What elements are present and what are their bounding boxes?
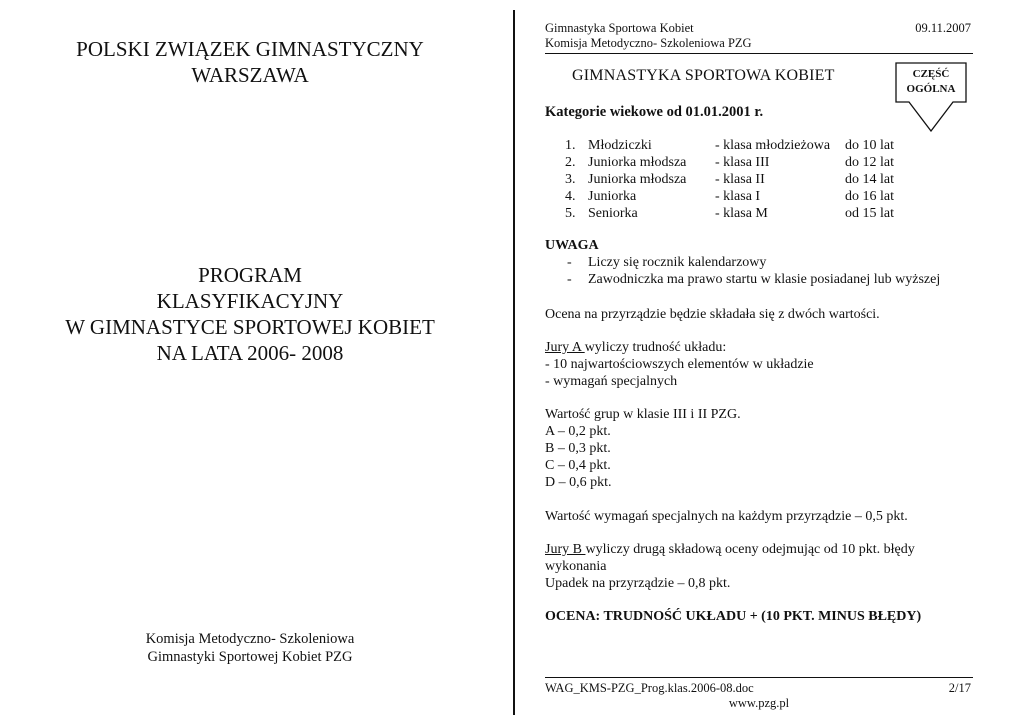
group-values (545, 406, 741, 491)
jury-a-text: wyliczy trudność układu: (584, 340, 727, 355)
list-item (545, 254, 767, 271)
dash-marker: - (567, 272, 572, 287)
jury-b-line-2: wykonania (545, 559, 607, 574)
ocena-intro: Ocena na przyrządzie będzie składała się z dwóch wartości. (545, 307, 880, 322)
jury-a-line (545, 339, 814, 356)
special-requirements: Wartość wymagań specjalnych na każdym przyrządzie – 0,5 pkt. (545, 509, 908, 524)
list-item (565, 171, 965, 188)
item-number: 1. (565, 138, 576, 153)
category-age: od 15 lat (845, 206, 894, 221)
category-age: do 12 lat (845, 155, 894, 170)
age-category-list (565, 137, 965, 222)
item-number: 3. (565, 172, 576, 187)
jury-b-label: Jury B (545, 542, 586, 557)
header-line-2: Komisja Metodyczno- Szkoleniowa PZG (545, 36, 752, 50)
footer-filename: WAG_KMS-PZG_Prog.klas.2006-08.doc (545, 681, 754, 695)
list-item (545, 271, 941, 288)
section-title: GIMNASTYKA SPORTOWA KOBIET (572, 67, 835, 84)
list-item (565, 205, 965, 222)
document-title (20, 262, 480, 366)
uwaga-heading: UWAGA (545, 238, 599, 253)
commission-line: Komisja Metodyczno- Szkoleniowa (145, 631, 355, 647)
organization-heading (20, 36, 480, 88)
group-b-value: B – 0,3 pkt. (545, 441, 611, 456)
category-class: - klasa młodzieżowa (715, 138, 831, 153)
commission-credit (20, 630, 480, 666)
category-name: Juniorka młodsza (588, 155, 687, 170)
group-d-value: D – 0,6 pkt. (545, 475, 612, 490)
jury-a-section (545, 339, 814, 390)
category-age: do 10 lat (845, 138, 894, 153)
uwaga-section (545, 237, 941, 288)
item-number: 2. (565, 155, 576, 170)
item-number: 5. (565, 206, 576, 221)
footer-rule (545, 677, 973, 678)
category-name: Seniorka (588, 206, 638, 221)
category-class: - klasa III (715, 155, 770, 170)
category-name: Juniorka (588, 189, 637, 204)
header-rule (545, 53, 973, 54)
header-line-1: Gimnastyka Sportowa Kobiet (545, 21, 694, 35)
jury-a-label: Jury A (545, 340, 585, 355)
org-city: WARSZAWA (191, 63, 309, 87)
jury-b-line-3: Upadek na przyrządzie – 0,8 pkt. (545, 576, 731, 591)
dash-marker: - (567, 255, 572, 270)
categories-heading: Kategorie wiekowe od 01.01.2001 r. (545, 104, 764, 120)
section-badge (895, 67, 967, 97)
title-line: W GIMNASTYCE SPORTOWEJ KOBIET (65, 315, 435, 339)
header-date: 09.11.2007 (915, 21, 971, 35)
jury-b-section (545, 541, 915, 592)
title-line: NA LATA 2006- 2008 (156, 341, 344, 365)
footer-page-number: 2/17 (948, 681, 971, 695)
jury-a-item: - wymagań specjalnych (545, 374, 678, 389)
badge-line: OGÓLNA (906, 83, 956, 95)
uwaga-item: Liczy się rocznik kalendarzowy (588, 255, 767, 270)
category-name: Młodziczki (588, 138, 652, 153)
right-page (545, 0, 973, 725)
groups-heading: Wartość grup w klasie III i II PZG. (545, 407, 741, 422)
category-age: do 14 lat (845, 172, 894, 187)
category-class: - klasa II (715, 172, 765, 187)
title-line: KLASYFIKACYJNY (156, 289, 344, 313)
jury-b-line (545, 541, 915, 558)
group-a-value: A – 0,2 pkt. (545, 424, 611, 439)
commission-line: Gimnastyki Sportowej Kobiet PZG (147, 649, 353, 665)
list-item (565, 137, 965, 154)
title-line: PROGRAM (198, 263, 302, 287)
jury-a-item: - 10 najwartościowszych elementów w układzie (545, 357, 814, 372)
left-page (0, 0, 500, 725)
category-class: - klasa M (715, 206, 768, 221)
jury-b-text: wyliczy drugą składową oceny odejmując od 10 pkt. błędy (585, 542, 915, 557)
footer-website: www.pzg.pl (728, 696, 790, 710)
ocena-formula: OCENA: TRUDNOŚĆ UKŁADU + (10 PKT. MINUS BŁĘDY) (545, 609, 922, 624)
list-item (565, 188, 965, 205)
list-item (565, 154, 965, 171)
page-divider (513, 10, 515, 715)
uwaga-item: Zawodniczka ma prawo startu w klasie posiadanej lub wyższej (588, 272, 941, 287)
badge-line: CZĘŚĆ (912, 68, 950, 80)
category-age: do 16 lat (845, 189, 894, 204)
category-name: Juniorka młodsza (588, 172, 687, 187)
group-c-value: C – 0,4 pkt. (545, 458, 611, 473)
item-number: 4. (565, 189, 576, 204)
category-class: - klasa I (715, 189, 761, 204)
org-name: POLSKI ZWIĄZEK GIMNASTYCZNY (76, 37, 424, 61)
